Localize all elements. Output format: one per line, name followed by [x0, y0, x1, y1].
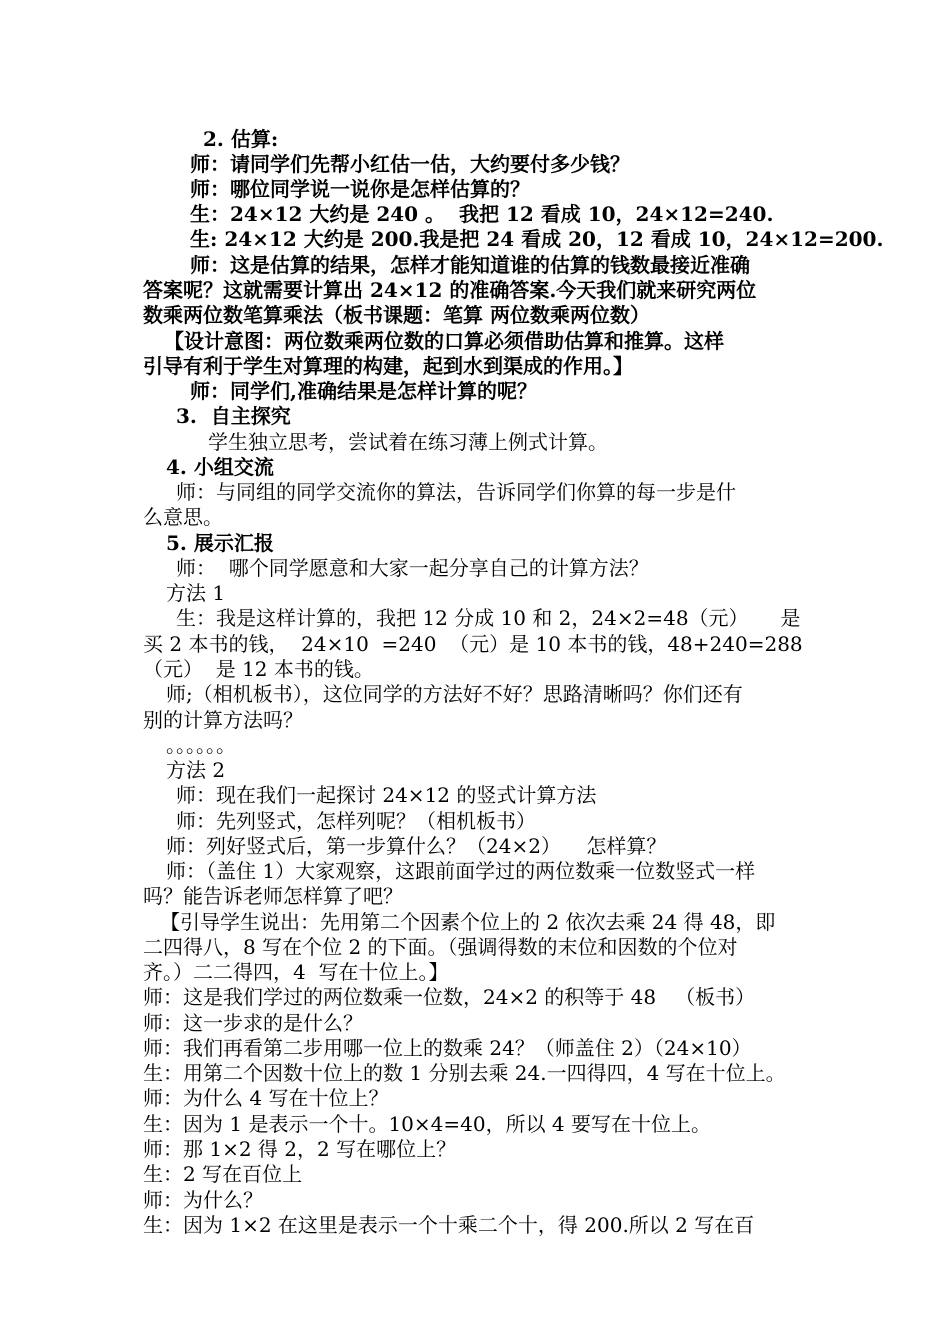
text-line: 学生独立思考，尝试着在练习薄上例式计算。: [208, 430, 608, 454]
text-line: 生：用第二个因数十位上的数 1 分别去乘 24.一四得四，4 写在十位上。: [143, 1061, 786, 1085]
method-heading: 方法 2: [166, 758, 226, 782]
section-heading-presentation: 5. 展示汇报: [166, 531, 274, 555]
text-line: 生：2 写在百位上: [143, 1162, 303, 1186]
text-line: 生：因为 1×2 在这里是表示一个十乘二个十，得 200.所以 2 写在百: [143, 1213, 755, 1237]
text-line: 师;（相机板书），这位同学的方法好不好？思路清晰吗？你们还有: [166, 682, 743, 706]
section-heading-self-exploration: 3. 自主探究: [176, 404, 291, 428]
text-line: 师：那 1×2 得 2，2 写在哪位上？: [143, 1137, 457, 1161]
text-line: 师： 哪个同学愿意和大家一起分享自己的计算方法？: [176, 556, 649, 580]
text-line: 师：（盖住 1）大家观察，这跟前面学过的两位数乘一位数竖式一样: [166, 859, 756, 883]
guidance-note: 【引导学生说出：先用第二个因素个位上的 2 依次去乘 24 得 48，即: [160, 910, 776, 934]
text-line: 师：为什么？: [143, 1188, 263, 1212]
text-line: 买 2 本书的钱， 24×10 =240 （元）是 10 本书的钱，48+240=288: [143, 632, 803, 656]
guidance-note: 二四得八，8 写在个位 2 的下面。（强调得数的末位和因数的个位对: [143, 935, 738, 959]
method-heading: 方法 1: [166, 581, 226, 605]
section-heading-group-discussion: 4. 小组交流: [166, 455, 274, 479]
guidance-note: 齐。）二二得四，4 写在十位上。】: [143, 960, 449, 984]
text-line: 师：哪位同学说一说你是怎样估算的？: [190, 177, 530, 201]
text-line: 生：24×12 大约是 240 。 我把 12 看成 10，24×12=240.: [190, 202, 774, 226]
ellipsis-line: 。。。。。。: [166, 733, 236, 757]
text-line: 师：同学们,准确结果是怎样计算的呢？: [190, 379, 537, 403]
text-line: 生: 24×12 大约是 200.我是把 24 看成 20，12 看成 10，24×12=200.: [190, 227, 884, 251]
text-line: 师：现在我们一起探讨 24×12 的竖式计算方法: [176, 783, 597, 807]
section-heading-estimation: 2. 估算:: [203, 127, 279, 151]
design-intent-note: 【设计意图：两位数乘两位数的口算必须借助估算和推算。这样: [164, 329, 724, 353]
text-line: 师：请同学们先帮小红估一估，大约要付多少钱？: [190, 152, 630, 176]
text-line: 么意思。: [143, 505, 223, 529]
text-line: 师：列好竖式后，第一步算什么？（24×2） 怎样算？: [166, 834, 667, 858]
text-line: 师：先列竖式，怎样列呢？（相机板书）: [176, 809, 536, 833]
text-line: 师：我们再看第二步用哪一位上的数乘 24？（师盖住 2）（24×10）: [143, 1036, 752, 1060]
text-line: （元） 是 12 本书的钱。: [143, 657, 374, 681]
text-line: 答案呢？这就需要计算出 24×12 的准确答案.今天我们就来研究两位: [143, 278, 757, 302]
text-line: 师：这是我们学过的两位数乘一位数，24×2 的积等于 48 （板书）: [143, 985, 756, 1009]
text-line: 师：与同组的同学交流你的算法，告诉同学们你算的每一步是什: [176, 480, 736, 504]
text-line: 师：这是估算的结果，怎样才能知道谁的估算的钱数最接近准确: [190, 253, 750, 277]
text-line: 师：为什么 4 写在十位上？: [143, 1086, 389, 1110]
text-line: 别的计算方法吗？: [143, 708, 303, 732]
text-line: 吗？能告诉老师怎样算了吧？: [143, 884, 403, 908]
design-intent-note: 引导有利于学生对算理的构建，起到水到渠成的作用。】: [143, 354, 633, 378]
text-line: 师：这一步求的是什么？: [143, 1011, 363, 1035]
text-line: 生：我是这样计算的，我把 12 分成 10 和 2，24×2=48（元） 是: [176, 606, 801, 630]
text-line: 生：因为 1 是表示一个十。10×4=40，所以 4 要写在十位上。: [143, 1112, 712, 1136]
text-line: 数乘两位数笔算乘法（板书课题：笔算 两位数乘两位数）: [143, 303, 650, 327]
